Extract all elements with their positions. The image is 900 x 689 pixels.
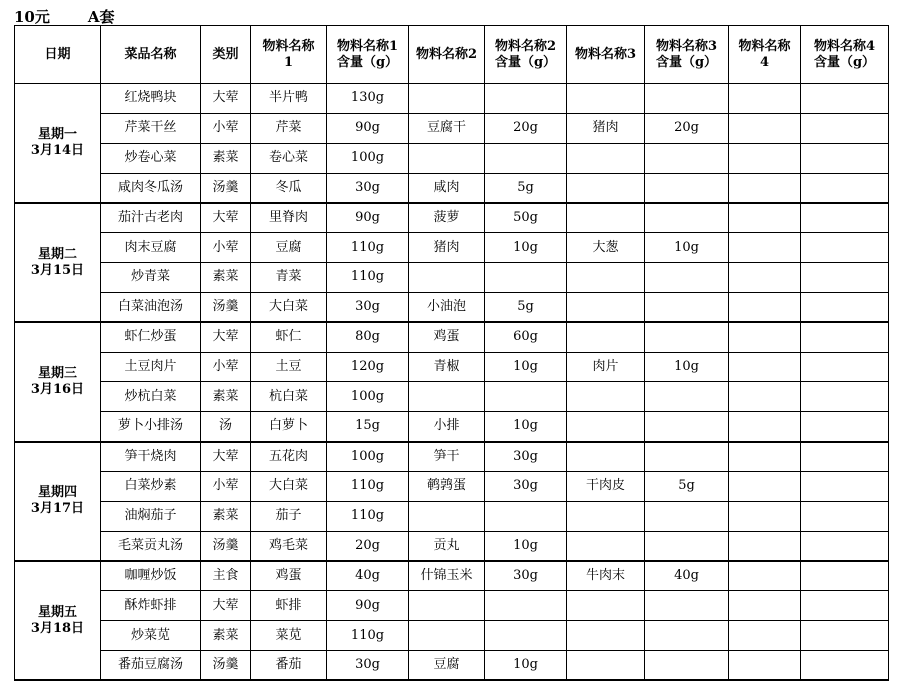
table-cell	[567, 322, 645, 352]
table-cell: 芹菜	[251, 113, 327, 143]
table-cell: 毛菜贡丸汤	[101, 531, 201, 561]
table-row	[15, 322, 889, 352]
table-cell	[645, 531, 729, 561]
table-cell	[645, 501, 729, 531]
table-row	[15, 292, 889, 322]
table-cell: 炒卷心菜	[101, 143, 201, 173]
table-row	[15, 352, 889, 382]
column-header-line: 物料名称1	[336, 38, 399, 54]
table-cell	[645, 173, 729, 203]
table-cell	[645, 292, 729, 322]
table-row	[15, 382, 889, 412]
table-cell	[801, 471, 889, 501]
table-cell: 大荤	[201, 322, 251, 352]
column-header-line: 1	[283, 54, 294, 70]
table-cell	[485, 591, 567, 621]
table-cell: 30g	[485, 471, 567, 501]
table-cell	[645, 442, 729, 472]
column-header-line: 物料名称4	[813, 38, 876, 54]
date-label: 3月17日	[30, 501, 85, 517]
column-header-line: 4	[759, 54, 770, 70]
table-cell	[801, 621, 889, 651]
table-cell: 番茄豆腐汤	[101, 651, 201, 681]
table-cell: 芹菜干丝	[101, 113, 201, 143]
table-cell: 汤	[201, 412, 251, 442]
table-cell: 半片鸭	[251, 84, 327, 114]
table-cell	[801, 561, 889, 591]
table-cell: 10g	[645, 233, 729, 263]
table-cell	[729, 292, 801, 322]
column-header	[327, 26, 409, 84]
table-cell: 虾排	[251, 591, 327, 621]
table-cell: 20g	[485, 113, 567, 143]
table-cell: 主食	[201, 561, 251, 591]
table-cell: 15g	[327, 412, 409, 442]
table-cell: 猪肉	[567, 113, 645, 143]
table-cell: 肉末豆腐	[101, 233, 201, 263]
table-row	[15, 143, 889, 173]
table-cell	[729, 84, 801, 114]
table-cell: 40g	[327, 561, 409, 591]
table-row	[15, 233, 889, 263]
table-cell	[409, 591, 485, 621]
table-cell: 什锦玉米	[409, 561, 485, 591]
table-cell: 炒青菜	[101, 263, 201, 293]
table-cell: 炒杭白菜	[101, 382, 201, 412]
table-cell	[645, 621, 729, 651]
table-cell	[801, 591, 889, 621]
table-cell: 素菜	[201, 382, 251, 412]
column-header-line: 类别	[212, 46, 239, 62]
table-row	[15, 561, 889, 591]
table-cell: 50g	[485, 203, 567, 233]
column-header-line: 含量（g）	[813, 54, 876, 70]
table-cell	[485, 382, 567, 412]
table-cell	[485, 621, 567, 651]
table-row	[15, 531, 889, 561]
table-cell	[567, 531, 645, 561]
table-cell: 红烧鸭块	[101, 84, 201, 114]
table-cell: 大荤	[201, 591, 251, 621]
table-cell: 酥炸虾排	[101, 591, 201, 621]
table-cell: 番茄	[251, 651, 327, 681]
table-row	[15, 442, 889, 472]
table-cell: 小荤	[201, 352, 251, 382]
table-cell: 冬瓜	[251, 173, 327, 203]
column-header	[645, 26, 729, 84]
table-cell	[485, 501, 567, 531]
table-cell: 菠萝	[409, 203, 485, 233]
table-cell	[801, 382, 889, 412]
table-cell: 小排	[409, 412, 485, 442]
table-cell	[567, 84, 645, 114]
table-cell: 30g	[485, 442, 567, 472]
table-cell: 10g	[485, 531, 567, 561]
table-cell: 110g	[327, 233, 409, 263]
table-cell	[729, 471, 801, 501]
table-cell	[729, 531, 801, 561]
page-title	[14, 6, 115, 27]
table-cell: 笋干烧肉	[101, 442, 201, 472]
table-cell	[567, 621, 645, 651]
table-row	[15, 203, 889, 233]
date-label: 3月14日	[30, 142, 85, 158]
table-cell: 10g	[485, 352, 567, 382]
table-cell	[645, 263, 729, 293]
table-cell	[409, 143, 485, 173]
weekday-label: 星期三	[37, 365, 77, 381]
column-header-line: 菜品名称	[124, 46, 177, 62]
table-cell	[567, 651, 645, 681]
table-cell	[801, 233, 889, 263]
table-cell: 豆腐	[251, 233, 327, 263]
table-cell: 白菜油泡汤	[101, 292, 201, 322]
table-cell	[645, 591, 729, 621]
table-cell: 咸肉冬瓜汤	[101, 173, 201, 203]
table-cell: 汤羹	[201, 173, 251, 203]
date-cell	[15, 203, 101, 322]
table-cell: 110g	[327, 263, 409, 293]
table-cell: 五花肉	[251, 442, 327, 472]
table-cell: 5g	[485, 173, 567, 203]
table-cell: 萝卜小排汤	[101, 412, 201, 442]
table-cell: 牛肉末	[567, 561, 645, 591]
table-cell: 肉片	[567, 352, 645, 382]
table-cell	[645, 382, 729, 412]
table-cell: 菜苋	[251, 621, 327, 651]
weekday-label: 星期二	[37, 246, 77, 262]
table-cell: 100g	[327, 143, 409, 173]
table-cell: 汤羹	[201, 651, 251, 681]
table-cell	[729, 442, 801, 472]
table-row	[15, 263, 889, 293]
table-row	[15, 84, 889, 114]
column-header-line: 物料名称2	[415, 46, 478, 62]
table-cell: 笋干	[409, 442, 485, 472]
table-cell: 20g	[645, 113, 729, 143]
table-cell	[567, 203, 645, 233]
table-cell	[409, 263, 485, 293]
table-cell	[801, 113, 889, 143]
table-cell: 110g	[327, 471, 409, 501]
column-header-line: 日期	[44, 46, 71, 62]
table-cell	[801, 143, 889, 173]
table-cell: 60g	[485, 322, 567, 352]
table-cell	[645, 84, 729, 114]
table-cell: 5g	[485, 292, 567, 322]
table-cell: 80g	[327, 322, 409, 352]
table-cell	[645, 203, 729, 233]
date-cell	[15, 442, 101, 561]
column-header	[201, 26, 251, 84]
table-cell: 90g	[327, 203, 409, 233]
table-cell	[729, 501, 801, 531]
table-cell: 青菜	[251, 263, 327, 293]
table-cell	[729, 233, 801, 263]
table-cell: 干肉皮	[567, 471, 645, 501]
table-cell: 素菜	[201, 621, 251, 651]
table-cell: 大葱	[567, 233, 645, 263]
table-cell: 鸡蛋	[251, 561, 327, 591]
table-cell: 120g	[327, 352, 409, 382]
table-cell: 贡丸	[409, 531, 485, 561]
column-header	[15, 26, 101, 84]
table-row	[15, 113, 889, 143]
table-cell	[729, 263, 801, 293]
table-cell	[567, 591, 645, 621]
weekday-label: 星期五	[37, 604, 77, 620]
table-cell: 大白菜	[251, 292, 327, 322]
weekday-label: 星期一	[37, 126, 77, 142]
date-cell	[15, 322, 101, 441]
table-cell: 大荤	[201, 203, 251, 233]
table-cell: 10g	[485, 412, 567, 442]
table-cell: 里脊肉	[251, 203, 327, 233]
table-cell	[567, 501, 645, 531]
table-cell: 卷心菜	[251, 143, 327, 173]
table-cell: 30g	[327, 292, 409, 322]
table-cell	[729, 561, 801, 591]
table-cell	[801, 352, 889, 382]
date-cell	[15, 561, 101, 680]
table-cell: 小油泡	[409, 292, 485, 322]
table-cell: 素菜	[201, 143, 251, 173]
column-header-line: 物料名称2	[494, 38, 557, 54]
column-header	[567, 26, 645, 84]
table-cell: 鸡毛菜	[251, 531, 327, 561]
table-cell: 咖喱炒饭	[101, 561, 201, 591]
table-cell	[567, 263, 645, 293]
table-cell	[801, 651, 889, 681]
table-cell: 杭白菜	[251, 382, 327, 412]
table-cell	[567, 292, 645, 322]
table-cell	[801, 292, 889, 322]
table-cell: 虾仁	[251, 322, 327, 352]
table-cell	[409, 84, 485, 114]
table-cell	[485, 84, 567, 114]
weekday-label: 星期四	[37, 485, 77, 501]
table-cell	[801, 442, 889, 472]
table-cell: 汤羹	[201, 292, 251, 322]
table-cell: 白菜炒素	[101, 471, 201, 501]
table-cell	[729, 352, 801, 382]
table-cell	[645, 412, 729, 442]
column-header	[101, 26, 201, 84]
table-cell	[729, 591, 801, 621]
table-cell: 110g	[327, 501, 409, 531]
table-cell	[485, 143, 567, 173]
table-cell: 100g	[327, 442, 409, 472]
table-cell: 90g	[327, 591, 409, 621]
table-cell	[645, 322, 729, 352]
column-header-line: 物料名称	[738, 38, 791, 54]
table-row	[15, 621, 889, 651]
table-cell	[801, 173, 889, 203]
column-header	[251, 26, 327, 84]
table-cell: 90g	[327, 113, 409, 143]
table-cell: 10g	[645, 352, 729, 382]
table-cell: 鹌鹑蛋	[409, 471, 485, 501]
date-cell	[15, 84, 101, 203]
table-row	[15, 471, 889, 501]
table-cell: 20g	[327, 531, 409, 561]
table-cell: 炒菜苋	[101, 621, 201, 651]
column-header	[409, 26, 485, 84]
table-cell: 130g	[327, 84, 409, 114]
table-cell: 大白菜	[251, 471, 327, 501]
table-cell: 素菜	[201, 263, 251, 293]
table-cell	[729, 412, 801, 442]
table-cell	[801, 412, 889, 442]
table-cell: 大荤	[201, 442, 251, 472]
table-cell: 10g	[485, 651, 567, 681]
table-cell	[729, 143, 801, 173]
table-cell	[801, 263, 889, 293]
table-cell	[567, 442, 645, 472]
table-cell	[567, 173, 645, 203]
table-cell: 大荤	[201, 84, 251, 114]
menu-body	[15, 84, 889, 681]
price-label: 10元	[14, 8, 50, 26]
table-cell	[801, 501, 889, 531]
table-row	[15, 501, 889, 531]
date-label: 3月16日	[30, 381, 85, 397]
table-cell: 30g	[327, 173, 409, 203]
table-cell: 30g	[327, 651, 409, 681]
table-cell	[409, 621, 485, 651]
table-cell: 10g	[485, 233, 567, 263]
column-header-line: 含量（g）	[494, 54, 557, 70]
table-cell: 40g	[645, 561, 729, 591]
table-cell: 虾仁炒蛋	[101, 322, 201, 352]
table-cell	[729, 651, 801, 681]
table-row	[15, 173, 889, 203]
column-header-line: 含量（g）	[655, 54, 718, 70]
table-cell: 小荤	[201, 113, 251, 143]
table-cell: 鸡蛋	[409, 322, 485, 352]
table-cell: 豆腐	[409, 651, 485, 681]
column-header-line: 含量（g）	[336, 54, 399, 70]
table-cell: 5g	[645, 471, 729, 501]
set-label: A套	[87, 8, 115, 26]
table-cell: 100g	[327, 382, 409, 412]
table-cell: 咸肉	[409, 173, 485, 203]
table-cell	[729, 203, 801, 233]
column-header-line: 物料名称	[262, 38, 315, 54]
table-cell: 土豆肉片	[101, 352, 201, 382]
table-cell: 土豆	[251, 352, 327, 382]
table-row	[15, 412, 889, 442]
table-cell	[567, 412, 645, 442]
table-cell	[729, 322, 801, 352]
table-cell	[801, 203, 889, 233]
table-cell: 茄子	[251, 501, 327, 531]
table-cell: 汤羹	[201, 531, 251, 561]
table-cell	[567, 382, 645, 412]
date-label: 3月18日	[30, 620, 85, 636]
table-cell: 豆腐干	[409, 113, 485, 143]
table-cell	[645, 651, 729, 681]
table-cell	[409, 382, 485, 412]
column-header	[801, 26, 889, 84]
column-header-line: 物料名称3	[574, 46, 637, 62]
table-cell: 小荤	[201, 471, 251, 501]
table-cell: 小荤	[201, 233, 251, 263]
table-cell	[801, 84, 889, 114]
column-header-line: 物料名称3	[655, 38, 718, 54]
table-row	[15, 591, 889, 621]
table-cell	[801, 322, 889, 352]
header-row	[15, 26, 889, 84]
table-cell	[409, 501, 485, 531]
table-cell: 110g	[327, 621, 409, 651]
table-cell: 青椒	[409, 352, 485, 382]
menu-table	[14, 25, 889, 681]
table-cell: 白萝卜	[251, 412, 327, 442]
date-label: 3月15日	[30, 262, 85, 278]
column-header	[485, 26, 567, 84]
column-header	[729, 26, 801, 84]
table-row	[15, 651, 889, 681]
table-cell: 油焖茄子	[101, 501, 201, 531]
table-cell: 茄汁古老肉	[101, 203, 201, 233]
table-cell	[729, 621, 801, 651]
table-cell	[729, 173, 801, 203]
table-cell	[485, 263, 567, 293]
table-cell	[729, 113, 801, 143]
table-cell	[567, 143, 645, 173]
table-cell: 素菜	[201, 501, 251, 531]
table-cell: 猪肉	[409, 233, 485, 263]
table-cell	[801, 531, 889, 561]
table-cell: 30g	[485, 561, 567, 591]
table-cell	[729, 382, 801, 412]
table-cell	[645, 143, 729, 173]
